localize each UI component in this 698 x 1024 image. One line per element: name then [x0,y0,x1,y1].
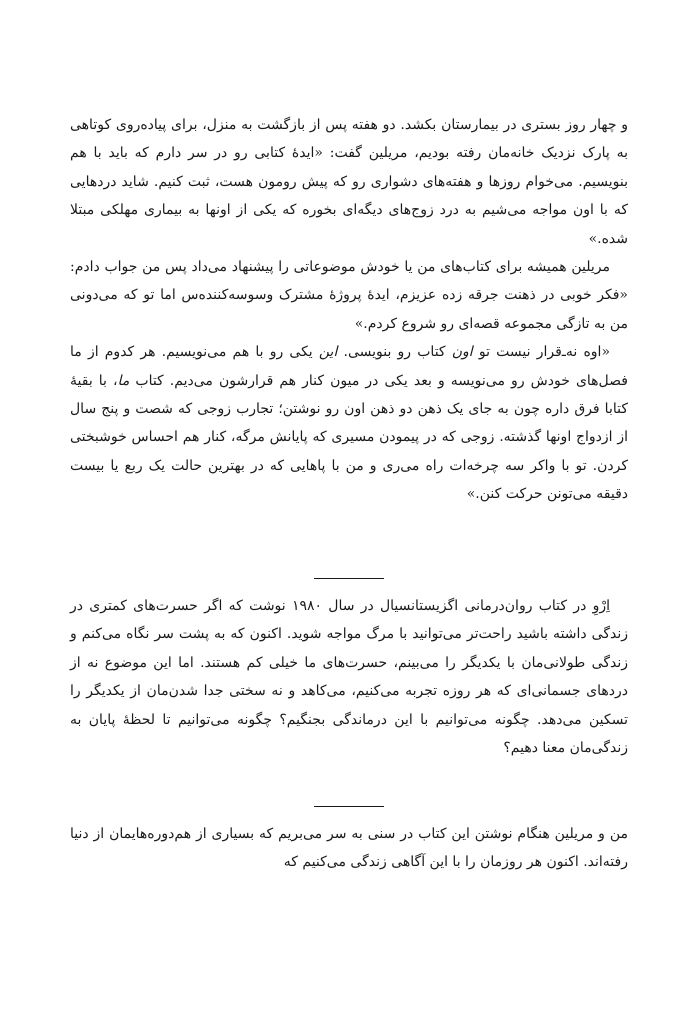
paragraph: و چهار روز بستری در بیمارستان بکشد. دو هفته پس از بازگشت به منزل، برای پیاده‌روی کوتاهی به پارک نزدیک خانه‌مان رفته بودیم، مریلین گفت: «ایدهٔ کتابی رو در سر دارم که باید با هم بنویسیم. می‌خوام روزها و هفته‌های دشواری رو که پیش رومون هست، ثبت کنیم. شاید دردهایی که با اون مواجه می‌شیم به درد زوج‌های دیگه‌ای بخوره که یکی از اونها به بیماری مهلکی مبتلا شده.» [70,117,628,247]
text-run: «اوه نه‌ـ‌قرار نیست تو [472,344,611,361]
text-run: یکی رو با هم می‌نویسیم. هر کدوم از ما فصل‌های خودش رو می‌نویسه و بعد یکی در میون کنار هم قرارشون می‌دیم. کتاب [70,344,628,389]
italic-text: ما [117,372,130,389]
section-3 [70,820,628,877]
text-run: ، با بقیهٔ کتابا فرق داره چون به جای یک ذهن دو ذهن اون رو نوشتن؛ تجارب زوجی که شصت و پنج سال از ازدواج اونها گذشته. زوجی که در پیمودن مسیری که پایانش مرگه، کنار هم احساس خوشبختی کردن. تو با واکر سه چرخه‌ات راه می‌ری و من با پاهایی که در بهترین حالت یک ربع یا بیست دقیقه می‌تونن حرکت کنن.» [70,372,628,503]
paragraph: مریلین همیشه برای کتاب‌های من یا خودش موضوعاتی را پیشنهاد می‌داد پس من جواب دادم: «فکر خوبی در ذهنت جرقه زده عزیزم، ایدهٔ پروژهٔ مشترک وسوسه‌کننده‌س اما تو که می‌دونی من به تازگی مجموعه قصه‌ای رو شروع کردم.» [70,259,628,332]
section-divider [314,806,384,807]
italic-text: این [318,344,338,361]
section-2 [70,592,628,762]
italic-text: اون [451,344,473,361]
paragraph [70,338,628,508]
section-divider [314,578,384,579]
paragraph: اِرْوِ در کتاب روان‌درمانی اگزیستانسیال در سال ۱۹۸۰ نوشت که اگر حسرت‌های کمتری در زندگی داشته باشید راحت‌تر می‌توانید با مرگ مواجه شوید. اکنون که به پشت سر نگاه می‌کنم و زندگی طولانی‌مان با یکدیگر را می‌بینم، حسرت‌های ما خیلی کم هستند. اما این موضوع نه از دردهای جسمانی‌ای که هر روزه تجربه می‌کنیم، می‌کاهد و نه سختی جدا شدن‌مان از یکدیگر را تسکین می‌دهد. چگونه می‌توانیم با این درماندگی بجنگیم؟ چگونه می‌توانیم تا لحظهٔ پایان به زندگی‌مان معنا دهیم؟ [70,598,628,757]
text-run: کتاب رو بنویسی. [337,344,452,361]
section-1 [70,111,628,509]
paragraph: من و مریلین هنگام نوشتن این کتاب در سنی به سر می‌بریم که بسیاری از هم‌دوره‌هایمان از دنیا رفته‌اند. اکنون هر روزمان را با این آگاهی زندگی می‌کنیم که [70,826,628,871]
